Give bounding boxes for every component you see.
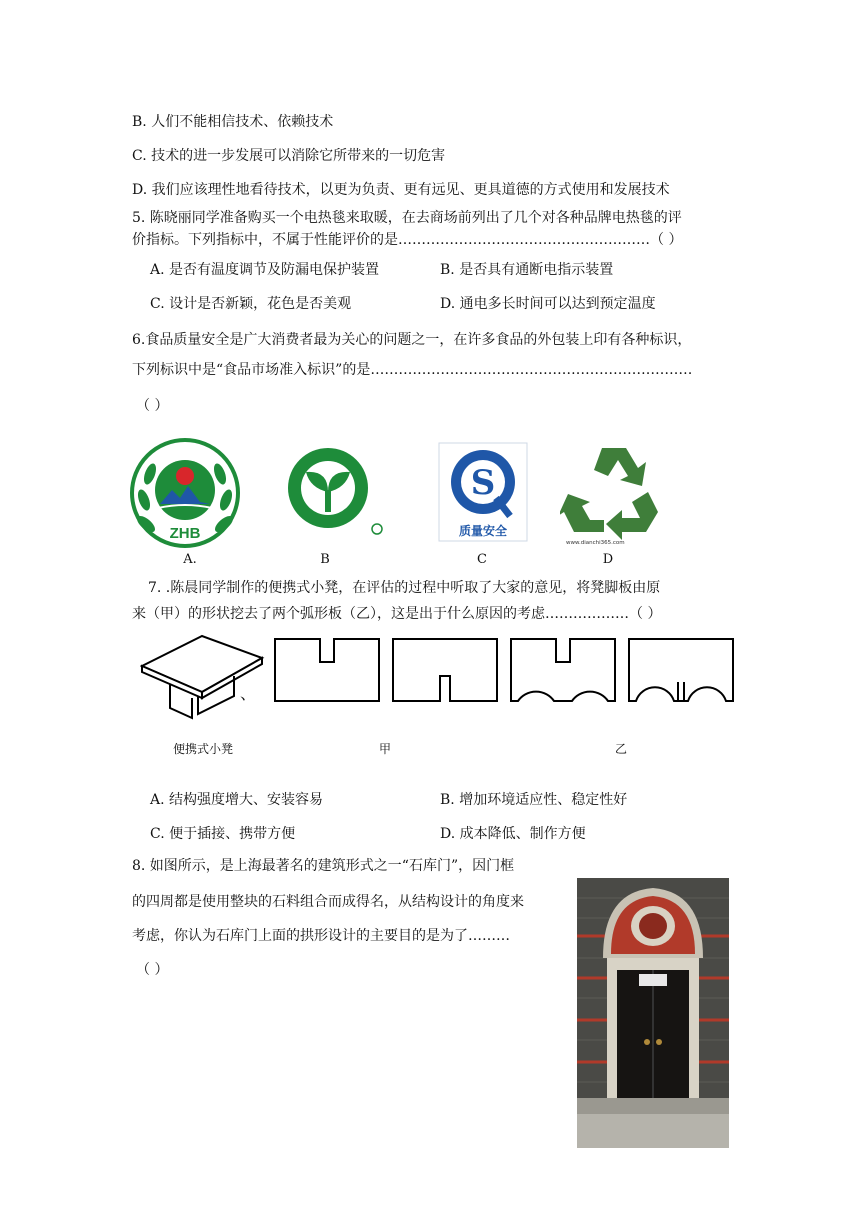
logo-d-recycle-image <box>560 440 668 548</box>
caption-jia: 甲 <box>378 742 391 756</box>
q7-option-a: A. 结构强度增大、安装容易 <box>150 792 324 808</box>
logo-b-label: B <box>320 552 330 567</box>
q7-option-d: D. 成本降低、制作方便 <box>440 826 586 842</box>
q7-stem-line1: 7. .陈晨同学制作的便携式小凳，在评估的过程中听取了大家的意见，将凳脚板由原 <box>148 580 661 596</box>
logo-b-green-food-image <box>276 442 388 538</box>
stool-board-yi-1 <box>510 638 616 702</box>
q5-option-d: D. 通电多长时间可以达到预定温度 <box>440 296 656 312</box>
q6-stem-line1: 6.食品质量安全是广大消费者最为关心的问题之一，在许多食品的外包装上印有各种标识， <box>132 332 692 348</box>
q5-option-a: A. 是否有温度调节及防漏电保护装置 <box>150 262 380 278</box>
logo-a-zhb-image <box>128 438 242 548</box>
portable-stool-figure <box>140 634 268 724</box>
stool-board-jia-1 <box>274 638 380 702</box>
q8-stem-line3: 考虑，你认为石库门上面的拱形设计的主要目的是为了……… <box>132 928 510 944</box>
q7-option-c: C. 便于插接、携带方便 <box>150 826 296 842</box>
logo-a-text: ZHB <box>169 525 201 542</box>
logo-d-label: D <box>602 552 614 567</box>
logo-a-label: A. <box>183 552 197 567</box>
q7-stem-line2: 来（甲）的形状挖去了两个弧形板（乙），这是出于什么原因的考虑………………（ ） <box>132 606 662 622</box>
q6-answer-bracket: （ ） <box>136 398 169 414</box>
q4-option-c: C. 技术的进一步发展可以消除它所带来的一切危害 <box>132 148 446 164</box>
shikumen-door-photo <box>577 878 729 1148</box>
q7-option-b: B. 增加环境适应性、稳定性好 <box>440 792 628 808</box>
q5-option-b: B. 是否具有通断电指示装置 <box>440 262 614 278</box>
stool-board-jia-2 <box>392 638 498 702</box>
logo-c-text: 质量安全 <box>458 524 508 538</box>
svg-text:S: S <box>470 463 496 503</box>
q8-stem-line2: 的四周都是使用整块的石料组合而成得名，从结构设计的角度来 <box>132 894 524 910</box>
caption-yi: 乙 <box>614 742 627 756</box>
q8-answer-bracket: （ ） <box>136 962 169 978</box>
logo-d-url: www.dianchi365.com <box>566 540 625 546</box>
logo-c-qs-image <box>438 442 528 542</box>
q4-option-b: B. 人们不能相信技术、依赖技术 <box>132 114 334 130</box>
caption-stool: 便携式小凳 <box>172 742 233 756</box>
q5-stem-line2: 价指标。下列指标中，不属于性能评价的是………………………………………………（ ） <box>132 232 683 248</box>
stool-board-yi-2 <box>628 638 734 702</box>
q7-separator: 、 <box>240 684 257 703</box>
q5-stem-line1: 5. 陈晓丽同学准备购买一个电热毯来取暖，在去商场前列出了几个对各种品牌电热毯的评 <box>132 210 682 226</box>
q8-stem-line1: 8. 如图所示，是上海最著名的建筑形式之一“石库门”，因门框 <box>132 858 515 874</box>
q6-stem-line2: 下列标识中是“食品市场准入标识”的是…………………………………………………………… <box>132 362 693 378</box>
q4-option-d: D. 我们应该理性地看待技术，以更为负责、更有远见、更具道德的方式使用和发展技术 <box>132 182 670 198</box>
logo-c-label: C <box>477 552 487 567</box>
q5-option-c: C. 设计是否新颖，花色是否美观 <box>150 296 352 312</box>
